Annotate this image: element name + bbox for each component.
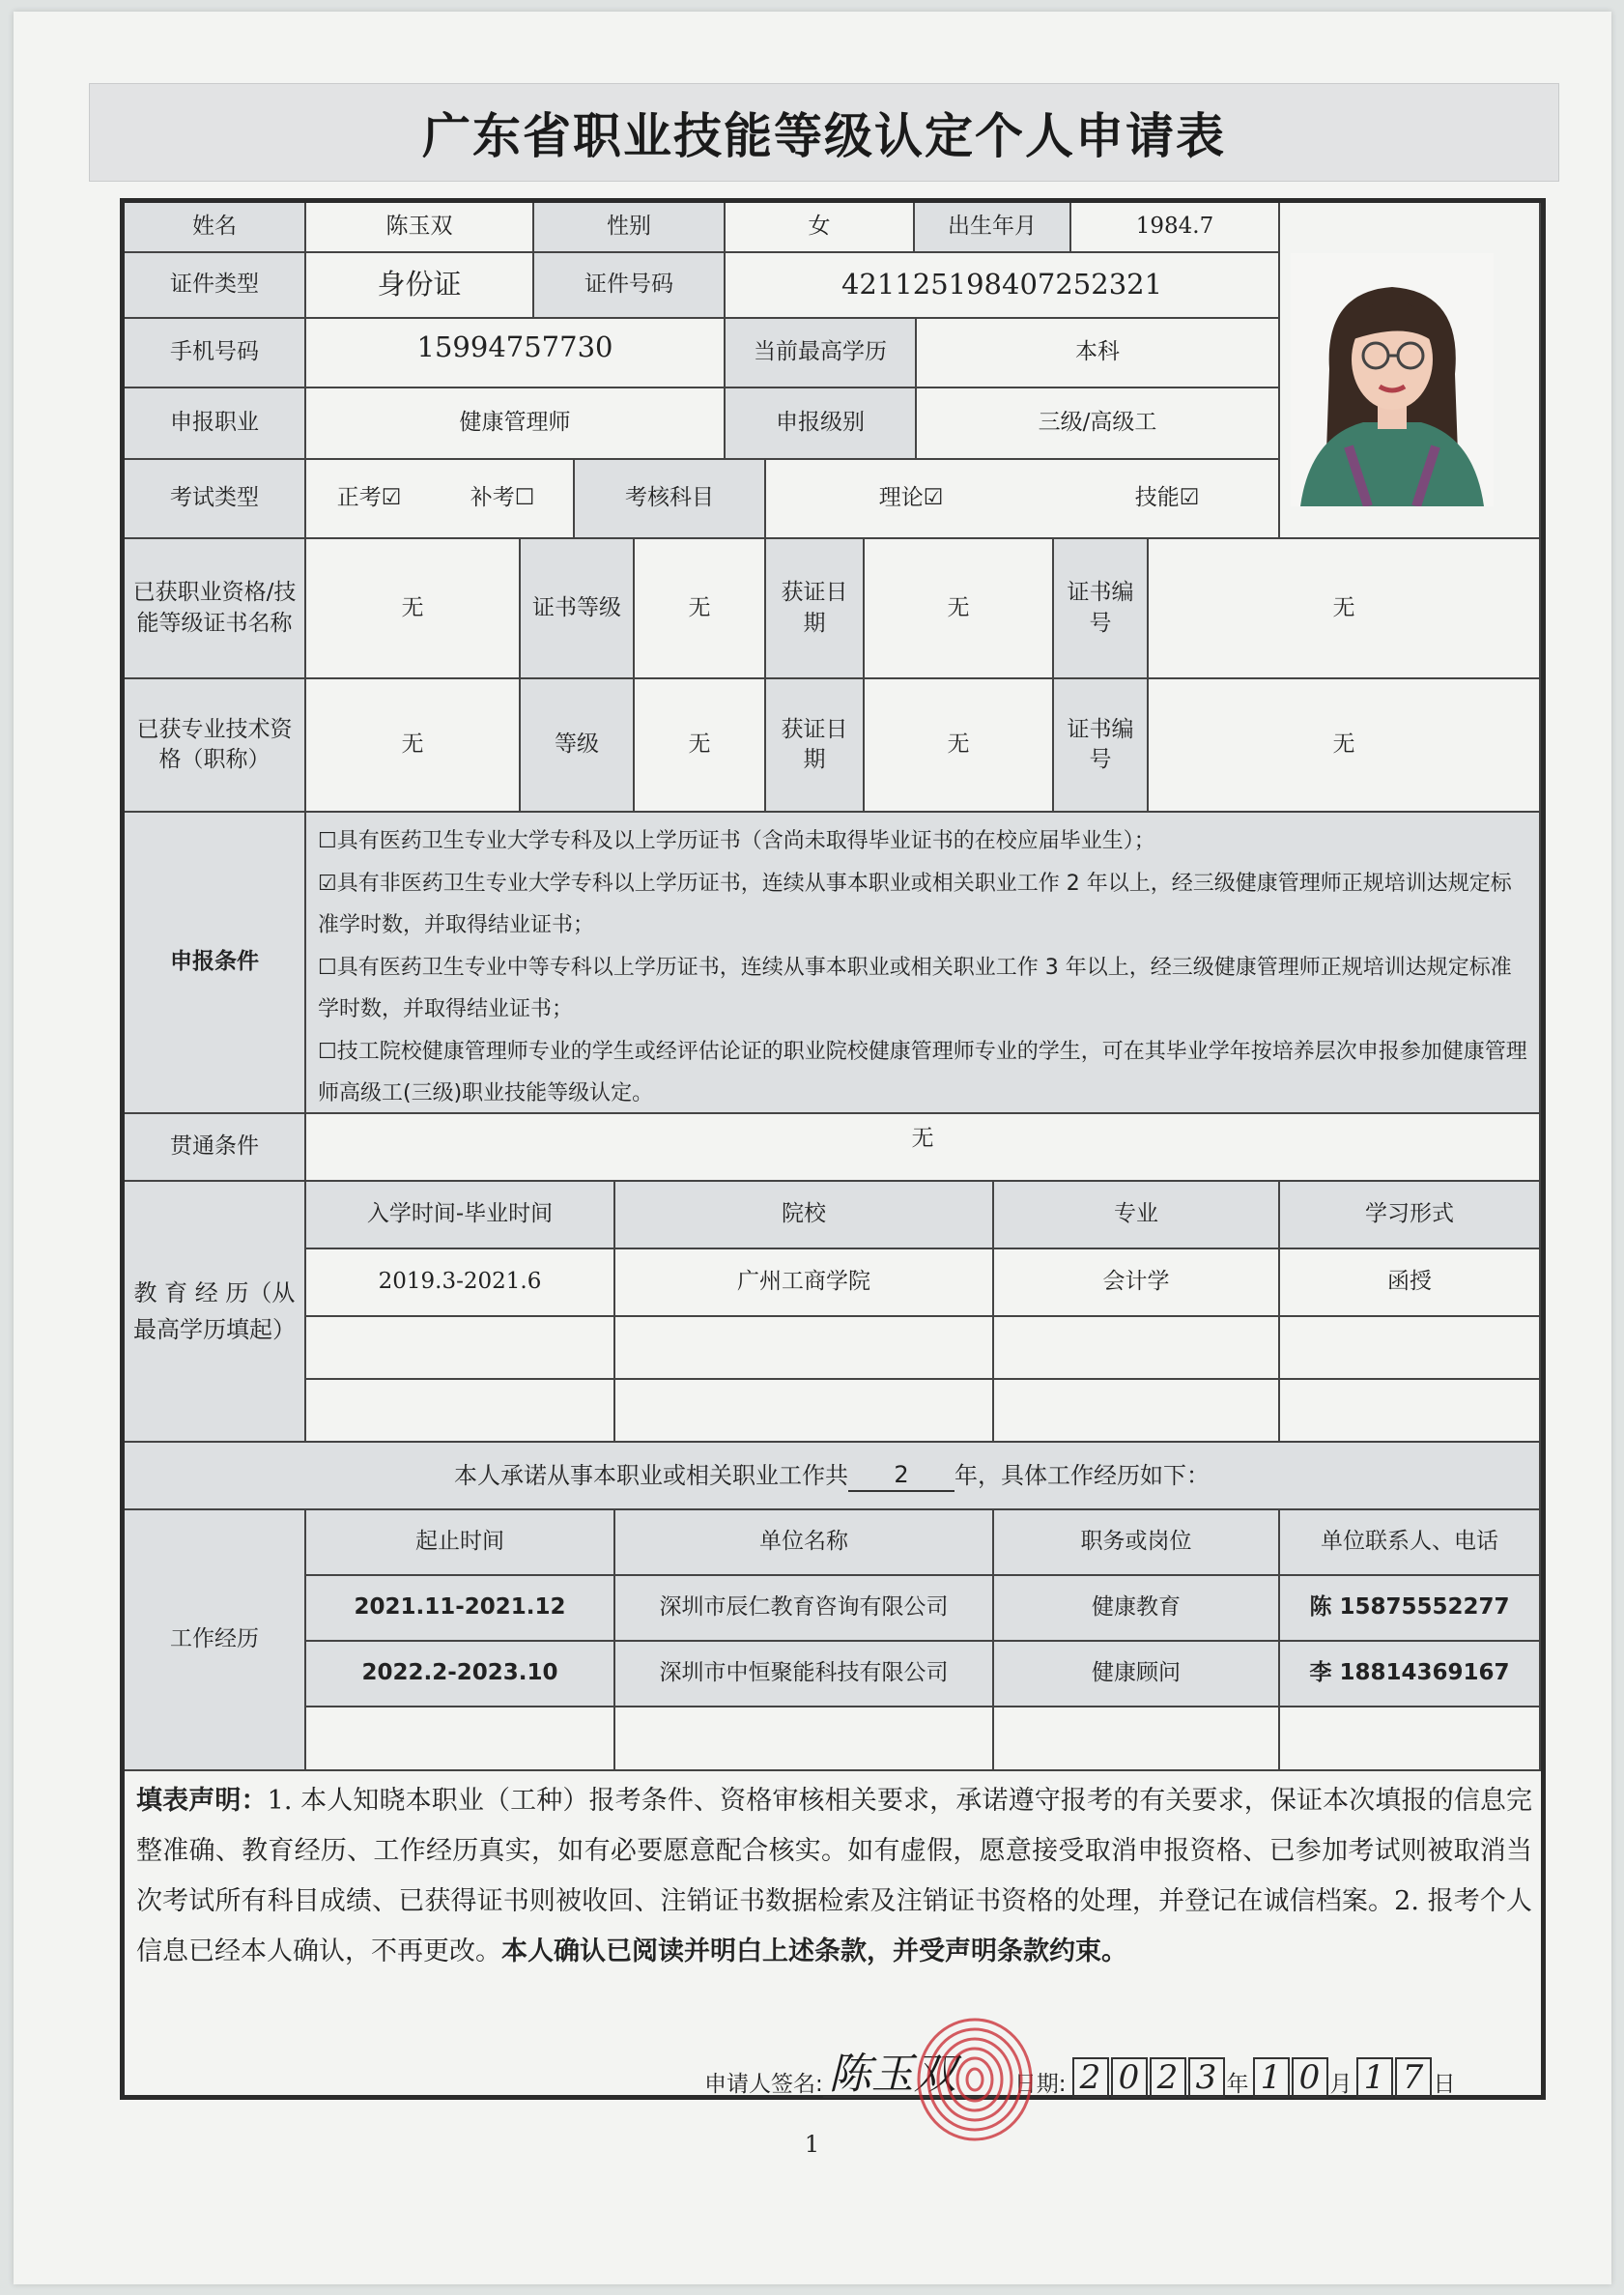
label-id-no: 证件号码 xyxy=(534,253,726,319)
work-row3-contact xyxy=(1280,1707,1541,1771)
edu-header-school: 院校 xyxy=(615,1182,994,1249)
work-row1-company: 深圳市辰仁教育咨询有限公司 xyxy=(615,1576,994,1642)
label-edu: 当前最高学历 xyxy=(726,319,917,388)
value-exam-regular: 正考☑ xyxy=(306,460,432,539)
value-cert-title-no: 无 xyxy=(1149,679,1541,813)
edu-row2-mode xyxy=(1280,1317,1541,1380)
date-month-boxes xyxy=(1253,2057,1330,2098)
label-id-type: 证件类型 xyxy=(125,253,306,319)
value-edu: 本科 xyxy=(917,319,1280,388)
value-id-type: 身份证 xyxy=(306,253,534,319)
value-subject-skill: 技能☑ xyxy=(1056,460,1280,539)
value-id-no: 421125198407252321 xyxy=(726,253,1280,319)
value-cert-title-name: 无 xyxy=(306,679,521,813)
work-row1-period: 2021.11-2021.12 xyxy=(306,1576,615,1642)
title-band xyxy=(89,83,1559,182)
work-row2-contact: 李 18814369167 xyxy=(1280,1642,1541,1707)
label-level: 申报级别 xyxy=(726,388,917,460)
pledge-row xyxy=(125,1443,1541,1510)
edu-header-period: 入学时间-毕业时间 xyxy=(306,1182,615,1249)
pledge-prefix: 本人承诺从事本职业或相关职业工作共 xyxy=(454,1461,848,1489)
condition-item-4: ☐技工院校健康管理师专业的学生或经评估论证的职业院校健康管理师专业的学生，可在其毕业学年按培养层次申报参加健康管理师高级工(三级)职业技能等级认定。 xyxy=(318,1039,1527,1106)
year-digit-3: 2 xyxy=(1150,2057,1186,2098)
edu-row1-mode: 函授 xyxy=(1280,1249,1541,1317)
value-exam-makeup: 补考☐ xyxy=(432,460,575,539)
label-cert-qual-grade: 证书等级 xyxy=(521,539,635,679)
form-title: 广东省职业技能等级认定个人申请表 xyxy=(422,108,1226,164)
label-cert-qual: 已获职业资格/技能等级证书名称 xyxy=(125,539,306,679)
edu-row3-school xyxy=(615,1380,994,1443)
year-digit-2: 0 xyxy=(1111,2057,1148,2098)
work-header-company: 单位名称 xyxy=(615,1510,994,1576)
edu-row3-mode xyxy=(1280,1380,1541,1443)
year-digit-4: 3 xyxy=(1188,2057,1225,2098)
edu-row1-major: 会计学 xyxy=(994,1249,1280,1317)
label-cert-title: 已获专业技术资格（职称） xyxy=(125,679,306,813)
label-cert-title-date: 获证日期 xyxy=(766,679,865,813)
condition-item-1: ☐具有医药卫生专业大学专科及以上学历证书（含尚未取得毕业证书的在校应届毕业生）； xyxy=(318,829,1155,853)
year-unit: 年 xyxy=(1226,2072,1249,2097)
edu-row3-major xyxy=(994,1380,1280,1443)
signature-label: 申请人签名: xyxy=(704,2072,823,2097)
declaration-tail: 本人确认已阅读并明白上述条款，并受声明条款约束。 xyxy=(501,1936,1127,1967)
value-cert-title-date: 无 xyxy=(865,679,1054,813)
value-cert-qual-grade: 无 xyxy=(635,539,766,679)
value-occupation: 健康管理师 xyxy=(306,388,726,460)
month-unit: 月 xyxy=(1329,2072,1353,2097)
label-cert-qual-date: 获证日期 xyxy=(766,539,865,679)
work-row3-company xyxy=(615,1707,994,1771)
work-row3-period xyxy=(306,1707,615,1771)
edu-row2-period xyxy=(306,1317,615,1380)
date-day-boxes xyxy=(1356,2057,1434,2098)
applicant-photo xyxy=(1291,253,1494,506)
label-through: 贯通条件 xyxy=(125,1114,306,1182)
work-row2-period: 2022.2-2023.10 xyxy=(306,1642,615,1707)
label-cert-title-no: 证书编号 xyxy=(1054,679,1149,813)
work-row2-company: 深圳市中恒聚能科技有限公司 xyxy=(615,1642,994,1707)
declaration-body: 1. 本人知晓本职业（工种）报考条件、资格审核相关要求，承诺遵守报考的有关要求，保证本次填报的信息完整准确、教育经历、工作经历真实，如有必要愿意配合核实。如有虚假，愿意接受取消申报资格、已参加考试则被取消当次考试所有科目成绩、已获得证书则被收回、注销证书数据检索及注销证书资格的处理，并登记在诚信档案。2. 报考个人信息已经本人确认，不再更改。 xyxy=(136,1786,1532,1967)
value-cert-qual-name: 无 xyxy=(306,539,521,679)
day-unit: 日 xyxy=(1433,2072,1456,2097)
label-cert-qual-no: 证书编号 xyxy=(1054,539,1149,679)
label-occupation: 申报职业 xyxy=(125,388,306,460)
label-education: 教 育 经 历（从最高学历填起） xyxy=(125,1182,306,1443)
label-subject: 考核科目 xyxy=(575,460,766,539)
edu-row2-major xyxy=(994,1317,1280,1380)
work-row1-position: 健康教育 xyxy=(994,1576,1280,1642)
value-through: 无 xyxy=(306,1114,1541,1182)
edu-header-mode: 学习形式 xyxy=(1280,1182,1541,1249)
day-digit-2: 7 xyxy=(1395,2057,1432,2098)
edu-row3-period xyxy=(306,1380,615,1443)
signature-row xyxy=(704,2050,1456,2099)
value-gender: 女 xyxy=(726,203,915,253)
work-row1-contact: 陈 15875552277 xyxy=(1280,1576,1541,1642)
work-header-contact: 单位联系人、电话 xyxy=(1280,1510,1541,1576)
pledge-years: 2 xyxy=(848,1459,954,1492)
value-birth: 1984.7 xyxy=(1071,203,1280,253)
condition-item-3: ☐具有医药卫生专业中等专科以上学历证书，连续从事本职业或相关职业工作 3 年以上，经三级健康管理师正规培训达规定标准学时数，并取得结业证书； xyxy=(318,955,1512,1022)
label-gender: 性别 xyxy=(534,203,726,253)
work-row3-position xyxy=(994,1707,1280,1771)
label-work: 工作经历 xyxy=(125,1510,306,1771)
label-exam-type: 考试类型 xyxy=(125,460,306,539)
page-number: 1 xyxy=(804,2131,820,2158)
label-birth: 出生年月 xyxy=(915,203,1071,253)
year-digit-1: 2 xyxy=(1072,2057,1109,2098)
value-name: 陈玉双 xyxy=(306,203,534,253)
work-header-position: 职务或岗位 xyxy=(994,1510,1280,1576)
value-cert-qual-no: 无 xyxy=(1149,539,1541,679)
month-digit-2: 0 xyxy=(1292,2057,1328,2098)
edu-row1-period: 2019.3-2021.6 xyxy=(306,1249,615,1317)
edu-header-major: 专业 xyxy=(994,1182,1280,1249)
condition-item-2: ☑具有非医药卫生专业大学专科以上学历证书，连续从事本职业或相关职业工作 2 年以上，经三级健康管理师正规培训达规定标准学时数，并取得结业证书； xyxy=(318,871,1512,938)
date-label: 日期: xyxy=(1013,2072,1067,2097)
edu-row2-school xyxy=(615,1317,994,1380)
date-year-boxes xyxy=(1072,2057,1227,2098)
value-phone: 15994757730 xyxy=(306,319,726,388)
month-digit-1: 1 xyxy=(1253,2057,1290,2098)
fingerprint-stamp xyxy=(907,2010,1042,2145)
edu-row1-school: 广州工商学院 xyxy=(615,1249,994,1317)
day-digit-1: 1 xyxy=(1356,2057,1393,2098)
value-cert-qual-date: 无 xyxy=(865,539,1054,679)
value-subject-theory: 理论☑ xyxy=(766,460,1056,539)
value-cert-title-grade: 无 xyxy=(635,679,766,813)
declaration-head: 填表声明： xyxy=(136,1786,268,1816)
label-name: 姓名 xyxy=(125,203,306,253)
label-phone: 手机号码 xyxy=(125,319,306,388)
work-header-period: 起止时间 xyxy=(306,1510,615,1576)
work-row2-position: 健康顾问 xyxy=(994,1642,1280,1707)
declaration-statement xyxy=(136,1776,1532,1977)
signature-handwritten: 陈玉双 xyxy=(823,2053,999,2098)
label-conditions: 申报条件 xyxy=(125,813,306,1114)
pledge-suffix: 年，具体工作经历如下： xyxy=(954,1461,1210,1489)
label-cert-title-grade: 等级 xyxy=(521,679,635,813)
value-level: 三级/高级工 xyxy=(917,388,1280,460)
conditions-list xyxy=(306,813,1541,1114)
